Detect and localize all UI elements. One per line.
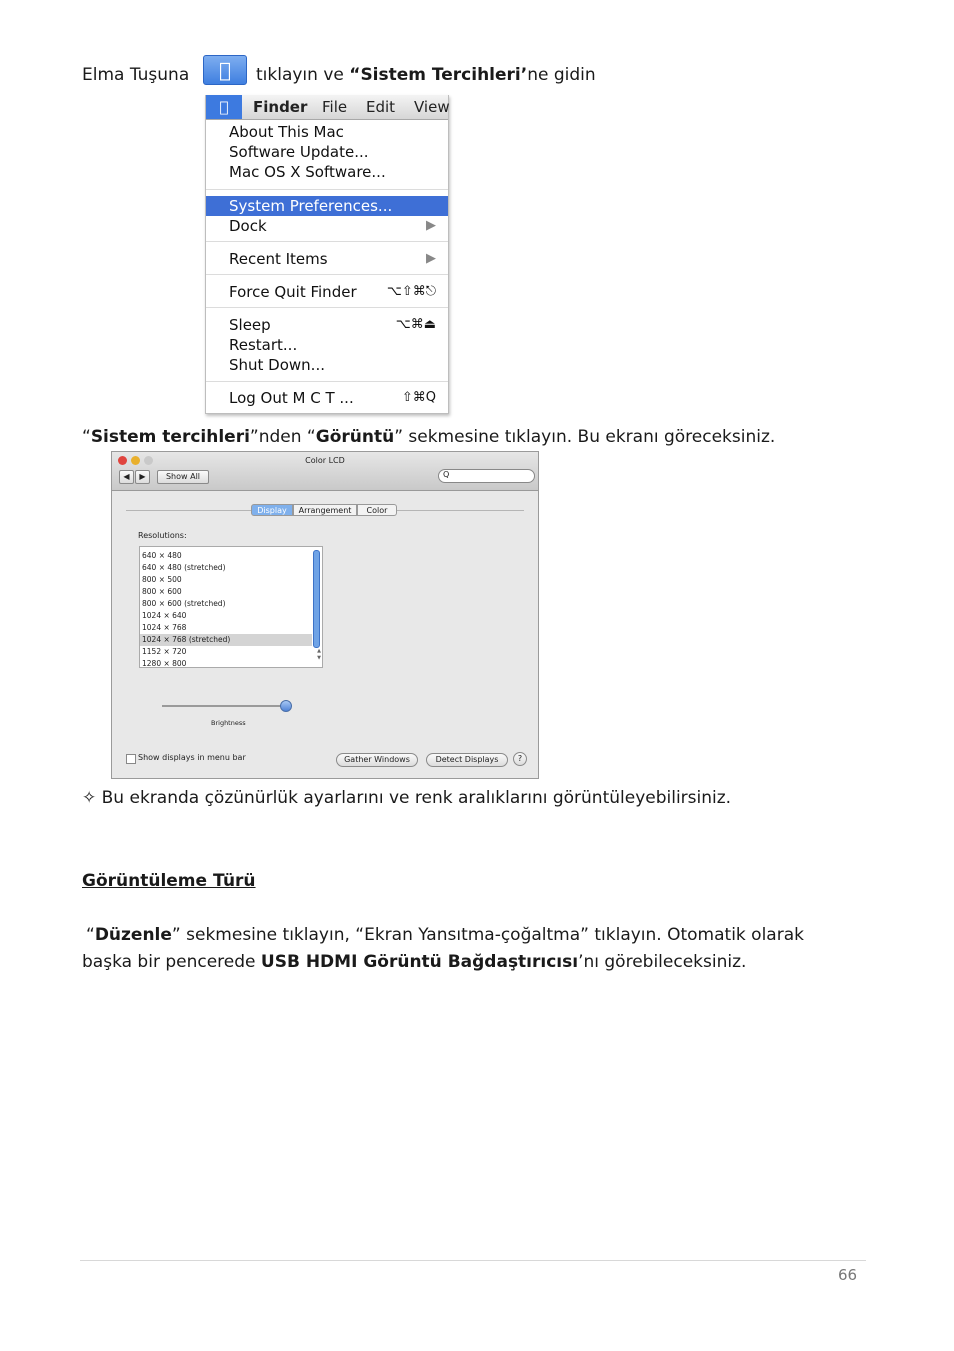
step1-after: tıklayın ve <box>256 65 344 85</box>
menu-view[interactable]: View <box>414 98 450 116</box>
note-text: ✧ Bu ekranda çözünürlük ayarlarını ve renk aralıklarını görüntüleyebilirsiniz. <box>82 788 732 808</box>
para-text3: ’nı görebileceksiniz. <box>578 952 747 972</box>
resolution-option[interactable]: 800 × 600 <box>142 587 182 596</box>
menu-item-label: Recent Items <box>229 250 328 268</box>
forward-arrow-icon[interactable]: ▶ <box>135 470 150 484</box>
apple-menu-icon[interactable] <box>206 95 242 119</box>
brightness-slider[interactable] <box>162 705 286 707</box>
section-heading: Görüntüleme Türü <box>82 871 256 891</box>
step1-end: ne gidin <box>527 65 596 85</box>
menu-item-dock[interactable] <box>206 216 448 236</box>
menu-item-shut-down[interactable] <box>206 355 448 375</box>
step1-rest <box>256 64 596 86</box>
resolution-option[interactable]: 640 × 480 (stretched) <box>142 563 226 572</box>
step1-before: Elma Tuşuna <box>82 65 190 85</box>
menu-item-recent-items[interactable] <box>206 249 448 269</box>
display-prefs-screenshot <box>111 451 539 779</box>
resolution-option[interactable]: 1152 × 720 <box>142 647 187 656</box>
menu-shortcut: ⇧⌘Q <box>401 390 436 405</box>
help-icon[interactable]: ? <box>513 752 527 766</box>
menu-item-label: Mac OS X Software... <box>229 163 386 181</box>
tab-color[interactable]: Color <box>357 504 397 516</box>
step2-quote: “ <box>82 427 91 447</box>
tab-display[interactable]: Display <box>251 504 293 516</box>
para-text1: ” sekmesine tıklayın, “Ekran Yansıtma-çoğaltma” tıklayın. Otomatik olarak <box>171 925 804 945</box>
menu-separator <box>206 307 448 308</box>
menu-item-label: Log Out M C T ... <box>229 389 354 407</box>
menu-shortcut: ⌥⇧⌘⎋ <box>386 284 436 299</box>
apple-menu-screenshot <box>205 95 449 414</box>
show-displays-checkbox[interactable] <box>126 754 136 764</box>
show-displays-label: Show displays in menu bar <box>138 753 246 762</box>
scroll-up-icon[interactable]: ▲ <box>317 648 321 654</box>
menu-file[interactable]: File <box>322 98 348 116</box>
menu-item-restart[interactable] <box>206 335 448 355</box>
tab-arrangement[interactable]: Arrangement <box>293 504 357 516</box>
detect-displays-button[interactable]: Detect Displays <box>426 753 508 767</box>
para-bold1: Düzenle <box>94 925 172 945</box>
menu-item-force-quit[interactable] <box>206 282 448 302</box>
para-text2: başka bir pencerede <box>82 952 261 972</box>
menu-item-label: About This Mac <box>229 123 344 141</box>
menu-separator <box>206 189 448 190</box>
step1-bold: “Sistem Tercihleri’ <box>349 65 528 85</box>
menu-item-label: Dock <box>229 217 267 235</box>
para-line1 <box>86 924 804 946</box>
resolution-option[interactable]: 1024 × 768 <box>142 623 187 632</box>
menu-item-about[interactable] <box>206 122 448 142</box>
apple-key-icon <box>203 55 247 85</box>
menu-item-label: Force Quit Finder <box>229 283 357 301</box>
para-bold2: USB HDMI Görüntü Bağdaştırıcısı <box>260 952 579 972</box>
menu-item-label: Sleep <box>229 316 271 334</box>
resolution-option[interactable]: 1024 × 768 (stretched) <box>140 634 312 646</box>
step2-bold1: Sistem tercihleri <box>90 427 250 447</box>
menu-separator <box>206 274 448 275</box>
submenu-arrow-icon: ▶ <box>426 251 436 266</box>
menu-item-software-update[interactable] <box>206 142 448 162</box>
resolution-option[interactable]: 800 × 600 (stretched) <box>142 599 226 608</box>
resolutions-label: Resolutions: <box>138 531 187 540</box>
menu-separator <box>206 241 448 242</box>
resolution-option[interactable]: 1024 × 640 <box>142 611 187 620</box>
brightness-slider-knob[interactable] <box>280 700 292 712</box>
window-titlebar <box>112 452 538 491</box>
list-scrollbar[interactable] <box>313 550 320 648</box>
submenu-arrow-icon: ▶ <box>426 218 436 233</box>
brightness-label: Brightness <box>211 719 246 727</box>
page-number: 66 <box>838 1266 858 1284</box>
window-title: Color LCD <box>305 456 345 465</box>
menu-edit[interactable]: Edit <box>366 98 396 116</box>
menu-item-sleep[interactable] <box>206 315 448 335</box>
menu-item-label: System Preferences... <box>229 197 393 215</box>
menu-item-system-preferences[interactable] <box>206 196 448 216</box>
menu-item-macosx-software[interactable] <box>206 162 448 182</box>
step1-text <box>82 64 189 86</box>
menu-separator <box>206 381 448 382</box>
resolution-option[interactable]: 1280 × 800 <box>142 659 187 668</box>
para-line2 <box>82 951 746 973</box>
resolutions-list[interactable] <box>139 546 323 668</box>
menu-item-label: Shut Down... <box>229 356 325 374</box>
menu-item-log-out[interactable] <box>206 388 448 408</box>
search-icon: Q <box>443 470 450 479</box>
para-quote: “ <box>86 925 95 945</box>
menu-bar <box>206 95 448 120</box>
scroll-down-icon[interactable]: ▼ <box>317 655 321 661</box>
back-arrow-icon[interactable]: ◀ <box>119 470 134 484</box>
resolution-option[interactable]: 800 × 500 <box>142 575 182 584</box>
search-input[interactable] <box>438 469 535 483</box>
step2-mid: ”nden “ <box>249 427 316 447</box>
menu-shortcut: ⌥⌘⏏ <box>395 317 436 332</box>
gather-windows-button[interactable]: Gather Windows <box>336 753 418 767</box>
menu-item-label: Restart... <box>229 336 298 354</box>
menu-finder[interactable]: Finder <box>253 98 308 116</box>
show-all-button[interactable]: Show All <box>157 470 209 484</box>
step2-text <box>82 426 775 448</box>
step2-end: ” sekmesine tıklayın. Bu ekranı göreceksiniz. <box>394 427 776 447</box>
resolution-option[interactable]: 640 × 480 <box>142 551 182 560</box>
menu-item-label: Software Update... <box>229 143 369 161</box>
step2-bold2: Görüntü <box>315 427 395 447</box>
footer-rule <box>80 1260 866 1261</box>
